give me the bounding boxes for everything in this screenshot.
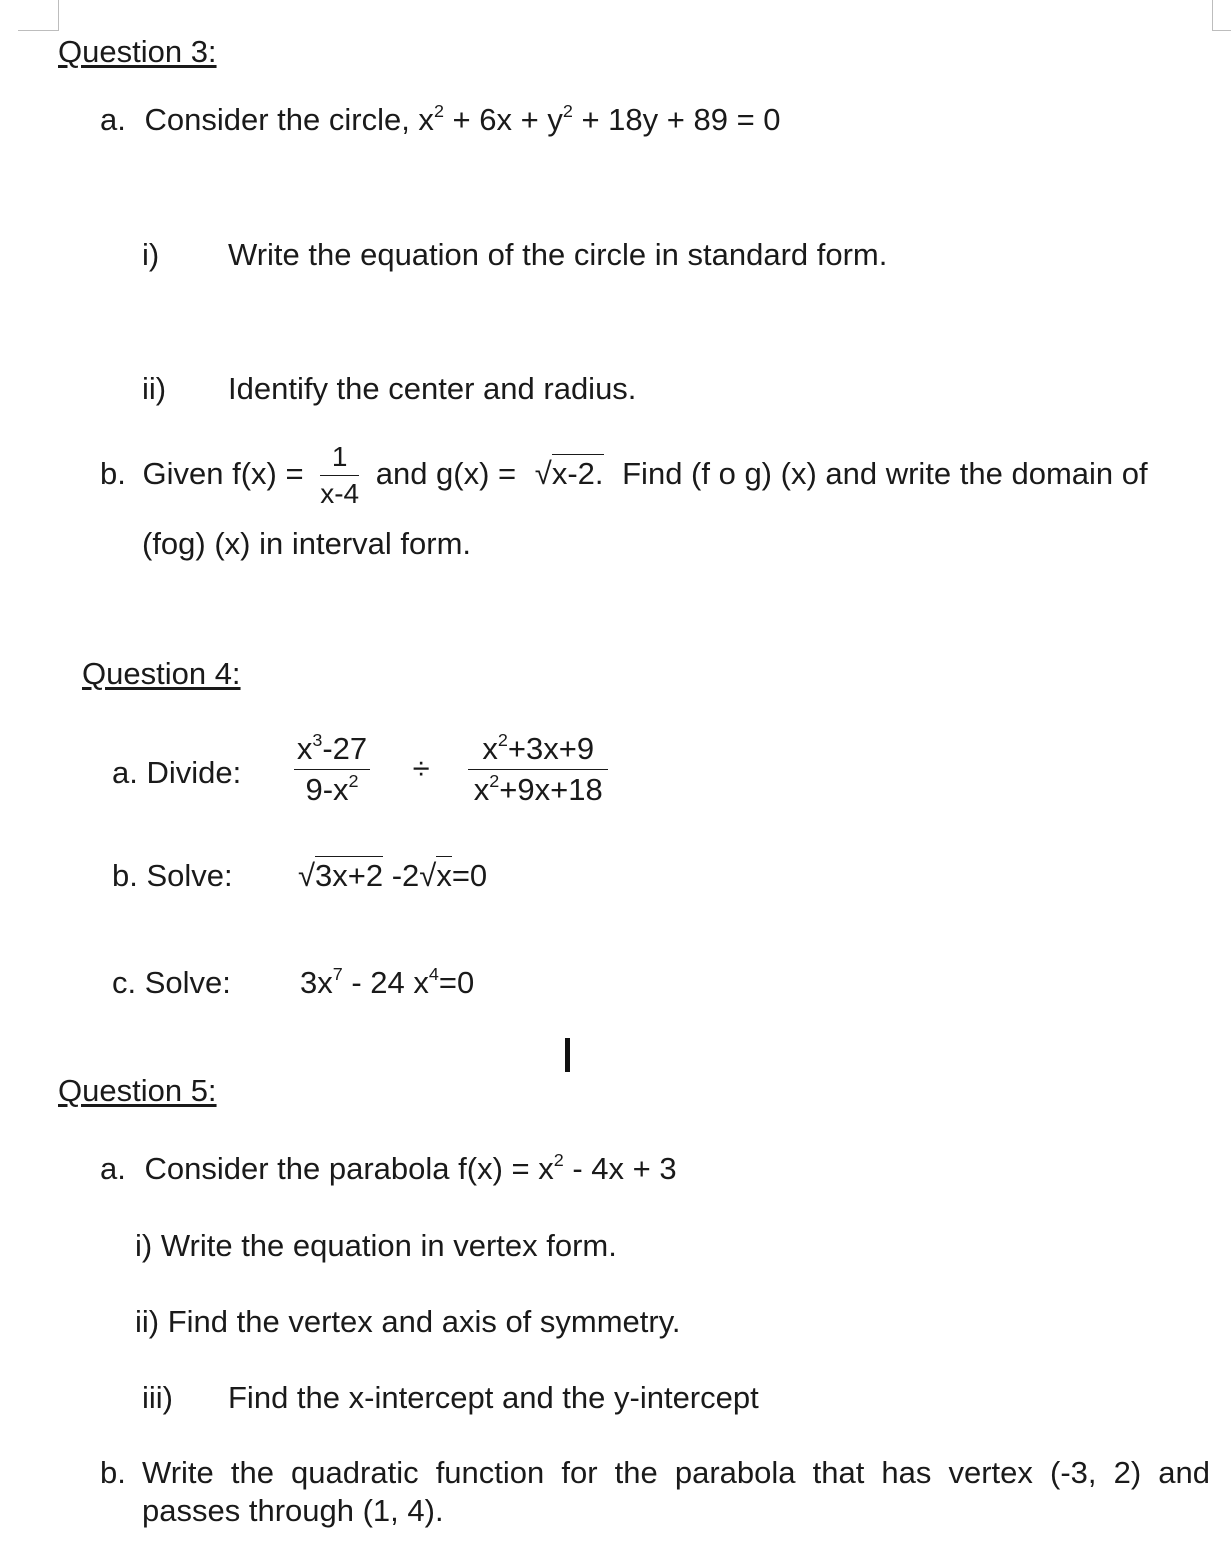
q3a-ii-text: Identify the center and radius. <box>228 371 637 406</box>
q4b-label: b. Solve: <box>112 858 233 893</box>
q4c-exponent-2: 4 <box>428 964 439 985</box>
q4a-f1-den-exponent: 2 <box>348 770 359 791</box>
q4a-fraction-2 <box>468 731 608 807</box>
q4a-expression <box>294 731 608 807</box>
q4a-f2-num-exponent: 2 <box>497 730 508 751</box>
sqrt-sign-icon: √ <box>298 858 316 893</box>
q4a-fraction-1-denominator <box>294 772 370 808</box>
q3a-i-label: i) <box>142 237 160 272</box>
q4a-fraction-2-numerator <box>468 731 608 767</box>
sqrt-sign-icon: √ <box>534 455 552 491</box>
q4b-sqrt-2 <box>419 860 452 891</box>
q4a-f1-num-rest: -27 <box>322 731 368 766</box>
q4a-fraction-2-bar <box>468 769 608 770</box>
q4c-term-3: =0 <box>438 965 475 1000</box>
q4a-fraction-1 <box>294 731 370 807</box>
q5b-line-1: Write the quadratic function for the parabola that has vertex (-3, 2) and <box>142 1455 1210 1490</box>
q5a-ii-text: ii) Find the vertex and axis of symmetry. <box>135 1304 681 1339</box>
q5a-iii-label: iii) <box>142 1380 173 1415</box>
q5a-text: Consider the parabola f(x) = x <box>144 1151 554 1186</box>
q4c-term-1: 3x <box>300 965 333 1000</box>
q3b-and-text: and g(x) = <box>375 455 517 491</box>
q4a-f1-num-exponent: 3 <box>312 730 323 751</box>
q3a-text: Consider the circle, x <box>144 102 434 137</box>
q3a-text-3: + 18y + 89 = 0 <box>572 102 781 137</box>
q3b-label: b. <box>100 455 126 491</box>
q3b-fraction <box>320 441 359 510</box>
page-corner-mark-left <box>18 0 59 31</box>
q5b-label: b. <box>100 1455 126 1490</box>
q5a-i-text: i) Write the equation in vertex form. <box>135 1228 617 1263</box>
q4a-f1-num-base: x <box>296 731 313 766</box>
q5a-item <box>100 1150 677 1186</box>
q4c-term-2: - 24 x <box>342 965 429 1000</box>
q4c-label: c. Solve: <box>112 965 231 1000</box>
q4c-equation <box>300 964 475 1000</box>
q5a-iii-text: Find the x-intercept and the y-intercept <box>228 1380 759 1415</box>
q5b-line-2: passes through (1, 4). <box>142 1493 444 1528</box>
q3a-text-2: + 6x + y <box>443 102 563 137</box>
q4b-sqrt-1 <box>298 860 383 891</box>
q4a-f1-den-base: 9-x <box>305 771 349 807</box>
q3a-label: a. <box>100 102 126 137</box>
q5a-label: a. <box>100 1151 126 1186</box>
q4a-f2-den-exponent: 2 <box>489 770 500 791</box>
page-corner-mark-right <box>1212 0 1231 31</box>
text-cursor-icon <box>565 1038 570 1072</box>
q4b-middle: -2 <box>383 858 420 893</box>
q3a-exponent-2: 2 <box>562 101 573 122</box>
q3b-find-text: Find (f o g) (x) and write the domain of <box>622 455 1148 491</box>
q3b-line-2: (fog) (x) in interval form. <box>142 526 472 561</box>
q3b-fraction-numerator: 1 <box>331 441 348 472</box>
q4a-f2-num-rest: +3x+9 <box>507 731 595 766</box>
q5a-text-2: - 4x + 3 <box>563 1151 677 1186</box>
q3a-exponent-1: 2 <box>433 101 444 122</box>
q5a-exponent: 2 <box>553 1150 564 1171</box>
q4a-label: a. Divide: <box>112 755 242 790</box>
q3a-ii-label: ii) <box>142 371 167 406</box>
q4a-fraction-2-denominator <box>468 772 608 808</box>
q4a-fraction-1-numerator <box>294 731 370 767</box>
question-5-heading: Question 5: <box>58 1073 217 1108</box>
q3b-given-text: Given f(x) = <box>142 455 304 491</box>
q4b-radicand-1: 3x+2 <box>315 858 384 893</box>
q3a-item <box>100 101 781 137</box>
q4a-fraction-1-bar <box>294 769 370 770</box>
question-3-heading: Question 3: <box>58 34 217 69</box>
q4b-end: =0 <box>451 858 488 893</box>
q4a-f2-den-rest: +9x+18 <box>499 771 603 807</box>
q4a-f2-den-base: x <box>473 771 490 807</box>
q4a-divide-sign: ÷ <box>412 751 430 787</box>
q3b-fraction-bar <box>320 475 359 476</box>
q5a-parabola-equation <box>144 1151 676 1186</box>
q4b-equation <box>298 860 487 891</box>
q3a-i-text: Write the equation of the circle in standard form. <box>228 237 888 272</box>
q4a-f2-num-base: x <box>482 731 498 766</box>
q4c-exponent-1: 7 <box>332 964 343 985</box>
q3b-sqrt <box>535 456 604 492</box>
q3b-sqrt-radicand: x-2. <box>551 455 604 491</box>
question-4-heading: Question 4: <box>82 656 241 691</box>
sqrt-sign-icon: √ <box>419 858 437 893</box>
q3b-fraction-denominator: x-4 <box>320 478 360 510</box>
q4b-radicand-2: x <box>436 858 452 893</box>
q3a-circle-equation <box>144 102 780 137</box>
q3b-item <box>100 441 1148 510</box>
